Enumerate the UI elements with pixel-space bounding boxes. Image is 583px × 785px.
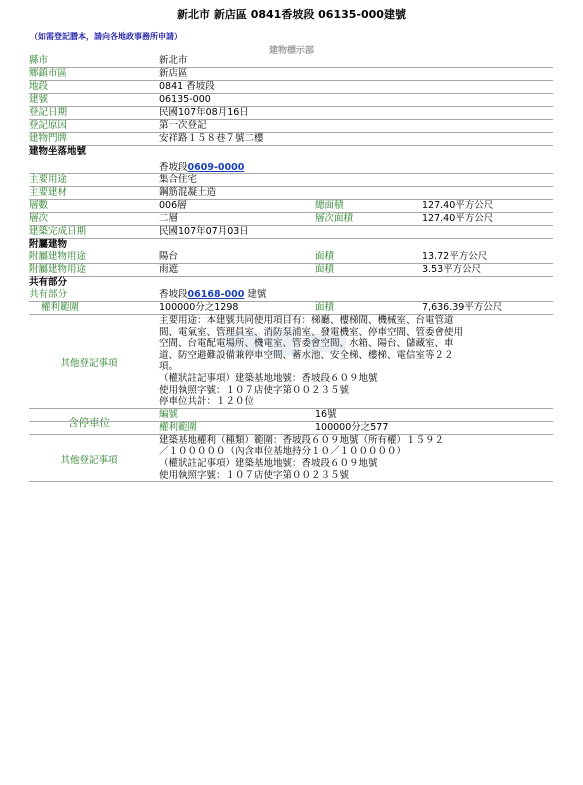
record-row-address bbox=[29, 133, 553, 146]
common-rights-value: 100000分之1298 bbox=[159, 302, 239, 313]
note-line: 空間、台電配電場所、機電室、管委會空間、水箱、陽台、儲藏室、車 bbox=[159, 338, 454, 350]
parking-number-value: 16號 bbox=[315, 408, 337, 420]
section-value: 0841 香坡段 bbox=[159, 81, 215, 92]
note-line: 道、防空避難設備兼停車空間、蓄水池、安全梯、樓梯、電信室等２２ bbox=[159, 349, 454, 361]
parking-notes-block bbox=[29, 435, 553, 482]
section-label: 地段 bbox=[29, 81, 49, 92]
parking-block bbox=[29, 409, 553, 435]
address-value: 安祥路１５８巷７號二樓 bbox=[159, 133, 264, 144]
annex-heading: 附屬建物 bbox=[29, 239, 68, 250]
parking-rights-value: 100000分之577 bbox=[315, 421, 389, 433]
parking-rights-label: 權利範圍 bbox=[159, 421, 198, 433]
annex-area-label: 面積 bbox=[315, 251, 335, 262]
common-area-label: 面積 bbox=[315, 302, 335, 313]
completion-value: 民國107年07月03日 bbox=[159, 226, 249, 237]
annex-area-value: 13.72平方公尺 bbox=[422, 251, 488, 262]
page-title: 新北市 新店區 0841香坡段 06135-000建號 bbox=[177, 8, 406, 21]
total-area-value: 127.40平方公尺 bbox=[422, 200, 494, 211]
section-heading: 建物標示部 bbox=[268, 46, 314, 56]
level-label: 層次 bbox=[29, 213, 49, 224]
reg-reason-value: 第一次登記 bbox=[159, 120, 207, 131]
annex-area-label: 面積 bbox=[315, 264, 335, 275]
common-rights-label: 權利範圍 bbox=[41, 302, 80, 313]
annex-row bbox=[29, 264, 553, 277]
county-label: 縣市 bbox=[29, 55, 49, 66]
record-row-reg-reason bbox=[29, 120, 553, 133]
level-area-value: 127.40平方公尺 bbox=[422, 213, 494, 224]
annex-area-value: 3.53平方公尺 bbox=[422, 264, 482, 275]
common-area-value: 7,636.39平方公尺 bbox=[422, 302, 503, 313]
parking-number-label: 編號 bbox=[159, 408, 179, 420]
record-row-building-no bbox=[29, 94, 553, 107]
common-row bbox=[29, 289, 553, 302]
building-no-value: 06135-000 bbox=[159, 94, 211, 105]
floors-value: 006層 bbox=[159, 200, 187, 211]
district-value: 新店區 bbox=[159, 68, 188, 79]
parking-notes-text bbox=[159, 435, 553, 481]
note-line: 主要用途：本建號共同使用項目有：梯廳、樓梯間、機械室、台電管道 bbox=[159, 315, 454, 326]
common-building-link[interactable]: 06168-000 bbox=[187, 289, 245, 300]
annex-use-label: 附屬建物用途 bbox=[29, 264, 87, 275]
note-line: （權狀註記事項）建築基地地號：香坡段６０９地號 bbox=[159, 457, 378, 469]
common-prefix: 香坡段 bbox=[159, 289, 188, 300]
location-heading-row bbox=[29, 146, 553, 158]
address-label: 建物門牌 bbox=[29, 133, 68, 144]
reg-date-label: 登記日期 bbox=[29, 107, 68, 118]
record-row-main-use bbox=[29, 174, 553, 187]
other-notes-label: 其他登記事項 bbox=[60, 358, 118, 369]
location-prefix: 香坡段 bbox=[159, 162, 188, 173]
transcript-note: （如需登記謄本，請向各地政事務所申請） bbox=[30, 32, 182, 41]
note-line: 使用執照字號：１０７店使字第００２３５號 bbox=[159, 469, 350, 481]
completion-label: 建築完成日期 bbox=[29, 226, 87, 237]
annex-use-label: 附屬建物用途 bbox=[29, 251, 87, 262]
parking-rights-row bbox=[29, 422, 553, 435]
material-value: 鋼筋混凝土造 bbox=[159, 187, 217, 198]
record-row-floors bbox=[29, 200, 553, 213]
material-label: 主要建材 bbox=[29, 187, 68, 198]
county-value: 新北市 bbox=[159, 55, 188, 66]
other-notes-text bbox=[159, 315, 553, 408]
common-rights-row bbox=[29, 302, 553, 315]
reg-reason-label: 登記原因 bbox=[29, 120, 68, 131]
note-line: ／１０００００（內含車位基地持分１０／１０００００） bbox=[159, 446, 407, 458]
reg-date-value: 民國107年08月16日 bbox=[159, 107, 249, 118]
total-area-label: 總面積 bbox=[315, 200, 344, 211]
annex-heading-row bbox=[29, 239, 553, 251]
level-value: 二層 bbox=[159, 213, 179, 224]
parcel-link[interactable]: 0609-0000 bbox=[187, 162, 245, 173]
note-line: 停車位共計：１２０位 bbox=[159, 396, 255, 408]
annex-use-value: 雨遮 bbox=[159, 264, 179, 275]
record-row-district bbox=[29, 68, 553, 81]
note-line: 間、電氣室、管理員室、消防泵浦室、發電機室、停車空間、管委會使用 bbox=[159, 326, 464, 338]
level-area-label: 層次面積 bbox=[315, 213, 354, 224]
floors-label: 層數 bbox=[29, 200, 49, 211]
location-heading: 建物坐落地號 bbox=[29, 146, 87, 157]
record-row-material bbox=[29, 187, 553, 200]
record-row-completion bbox=[29, 226, 553, 239]
other-notes-block bbox=[29, 315, 553, 409]
record-row-reg-date bbox=[29, 107, 553, 120]
building-no-label: 建號 bbox=[29, 94, 49, 105]
building-record-table bbox=[29, 55, 553, 482]
common-label: 共有部分 bbox=[29, 289, 68, 300]
location-row bbox=[29, 158, 553, 174]
district-label: 鄉鎮市區 bbox=[29, 68, 68, 79]
common-suffix: 建號 bbox=[244, 289, 267, 300]
annex-row bbox=[29, 251, 553, 264]
main-use-label: 主要用途 bbox=[29, 174, 68, 185]
parking-label: 含停車位 bbox=[68, 416, 110, 429]
record-row-county bbox=[29, 55, 553, 68]
note-line: （權狀註記事項）建築基地地號：香坡段６０９地號 bbox=[159, 372, 378, 384]
annex-use-value: 陽台 bbox=[159, 251, 179, 262]
note-line: 使用執照字號：１０７店使字第００２３５號 bbox=[159, 384, 350, 396]
common-value bbox=[159, 289, 266, 301]
note-line: 建築基地權利（種類）範圍：香坡段６０９地號（所有權）１５９２ bbox=[159, 434, 445, 446]
common-heading: 共有部分 bbox=[29, 277, 68, 288]
parking-number-row bbox=[29, 409, 553, 422]
record-row-level bbox=[29, 213, 553, 226]
parking-notes-label: 其他登記事項 bbox=[60, 454, 118, 466]
record-row-section bbox=[29, 81, 553, 94]
note-line: 項。 bbox=[159, 361, 179, 373]
main-use-value: 集合住宅 bbox=[159, 174, 198, 185]
common-heading-row bbox=[29, 277, 553, 289]
